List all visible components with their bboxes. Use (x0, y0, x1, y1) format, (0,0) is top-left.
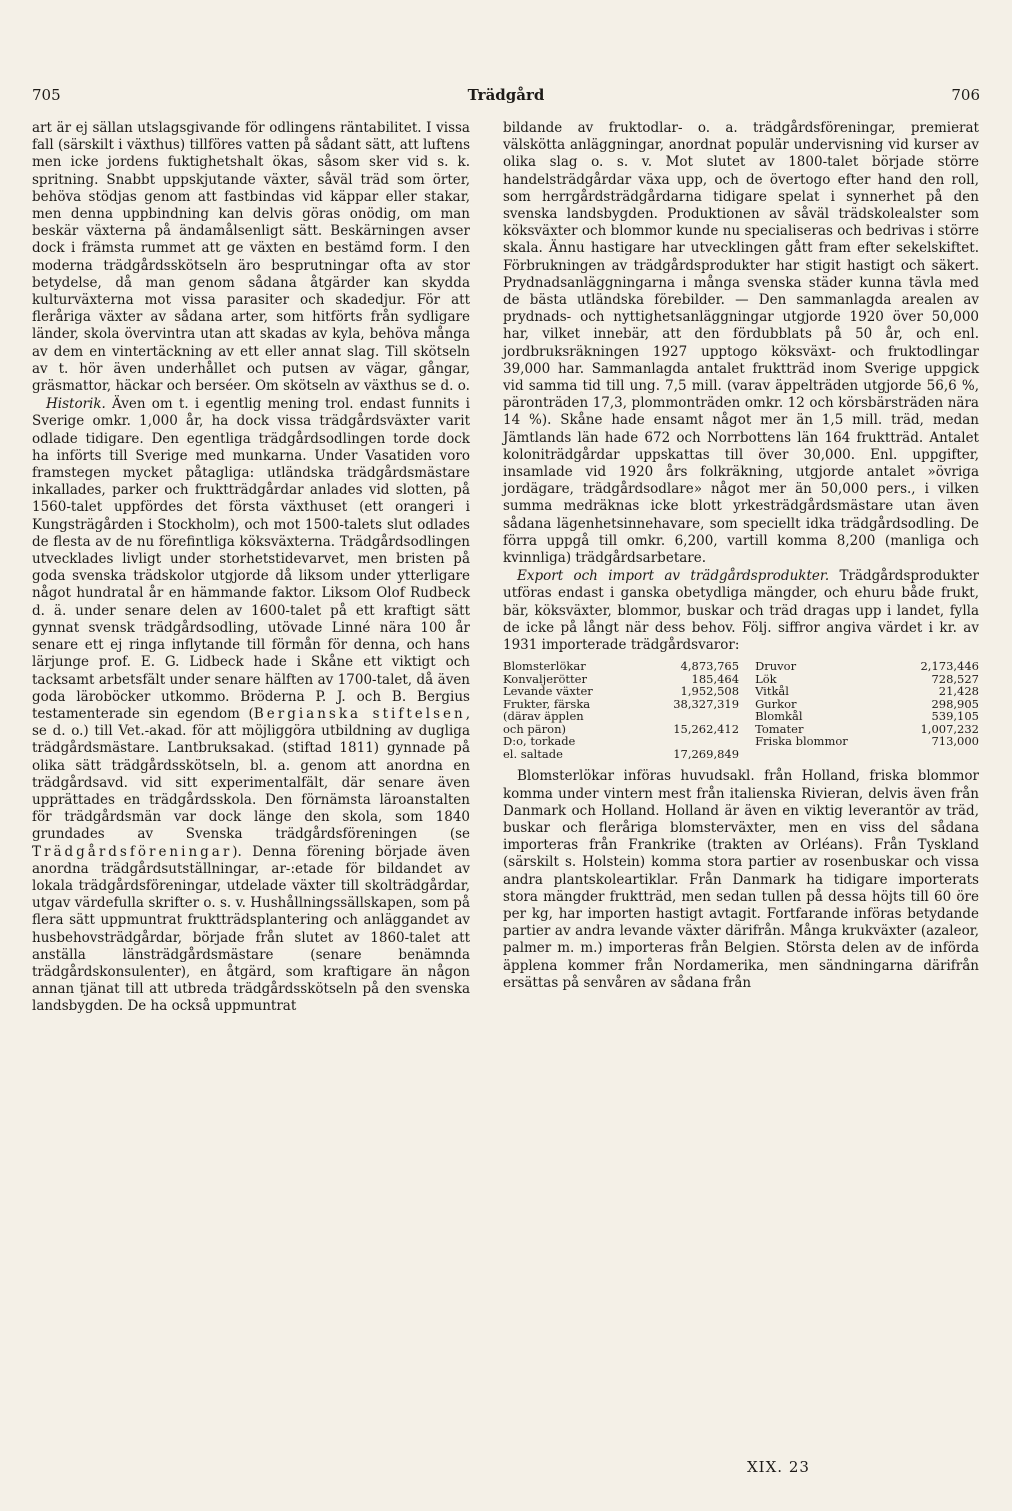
paragraph: Blomsterlökar införas huvudsakl. från Holland, friska blommor komma under vintern mest från italienska Rivieran, delvis även från Danmark och Holland. Holland är även en viktig leverantör av träd, buskar och fleråriga blomsterväxter, men en viss del sådana importeras från Frankrike (trakten av Orléans). Från Tyskland (särskilt s. Holstein) komma stora partier av rosenbuskar och vissa andra plantskoleartiklar. Från Danmark ha tidigare importerats stora mängder fruktträd, men sedan tullen på dessa höjts till 60 öre per kg, har importen hastigt avtagit. Fortfarande införas betydande partier av andra levande växter därifrån. Många krukväxter (azaleor, palmer m. m.) importeras från Belgien. Största delen av de införda äpplena kommer från Nordamerika, men sändningarna därifrån ersättas på senvåren av sådana från (503, 768, 979, 991)
table-cell-item: el. saltade (503, 746, 563, 761)
paragraph-text: ). Denna förening började även anordna trädgårdsutställningar, ar-:etade för bildandet av lokala trädgårdsföreningar, utdelade växter till skolträdgårdar, utgav värdefulla skrifter o. s. v. Hushållningssällskapen, som på flera sätt uppmuntrat fruktträdsplantering och anläggandet av husbehovsträdgårdar, började från slutet av 1860-talet att anställa länsträdgårdsmästare (senare benämnda trädgårdskonsulenter), en åtgärd, som kraftigare än någon annan tjänat till att utbreda trädgårdsskötseln på den svenska landsbygden. De ha också uppmuntrat (32, 843, 470, 1015)
paragraph-text: Även om t. i egentlig mening trol. endast funnits i Sverige omkr. 1,000 år, ha dock vissa trädgårdsväxter varit odlade tidigare. Den egentliga trädgårdsodlingen torde dock ha införts till Sverige med munkarna. Under Vasatiden voro framstegen mycket påtagliga: utländska trädgårdsmästare inkallades, parker och fruktträdgårdar anlades vid slotten, på 1560-talet uppfördes det första växthuset (ett orangeri i Kungsträgården i Stockholm), och mot 1500-talets slut odlades de flesta av de nu förefintliga köksväxterna. Trädgårdsodlingen utvecklades livligt under storhetstidevarvet, men bristen på goda svenska trädskolor utgjorde då liksom under ytterligare något hundratal år en hämmande faktor. Liksom Olof Rudbeck d. ä. under senare delen av 1600-talet på ett kraftigt sätt gynnat svensk trädgårdsodling, utövade Linné nära 100 år senare ett ej ringa inflytande till förmån för denna, och hans lärjunge prof. E. G. Lidbeck hade i Skåne ett viktigt och tacksamt arbetsfält under senare hälften av 1700-talet, då även goda läroböcker utkommo. Bröderna P. J. och B. Bergius testamenterade sin egendom ( (32, 396, 470, 722)
table-cell-item: Gurkor (755, 696, 797, 711)
table-row (503, 660, 979, 673)
table-cell-item: Druvor (755, 659, 797, 674)
table-cell-item: D:o, torkade (503, 734, 576, 749)
table-cell-item: (därav äpplen (503, 709, 584, 724)
table-cell-value (635, 735, 753, 748)
spaced-term: Trädgårdsföreningar (32, 843, 233, 860)
table-cell-value: 185,464 (691, 671, 740, 686)
table-cell-item: Friska blommor (755, 734, 848, 749)
table-cell-value: 2,173,446 (920, 659, 979, 674)
table-cell-value (893, 748, 979, 761)
table-cell-value: 713,000 (931, 734, 979, 749)
table-cell-value: 539,105 (931, 709, 979, 724)
table-cell-item: Blomsterlökar (503, 659, 586, 674)
table-cell-value: 1,952,508 (680, 684, 740, 699)
table-cell-value: 15,262,412 (673, 721, 740, 736)
right-column (503, 120, 979, 992)
running-title: Trädgård (467, 86, 545, 104)
table-cell-item (753, 748, 893, 761)
table-cell-item: Frukter, färska (503, 696, 591, 711)
table-row (503, 710, 979, 723)
table-cell-item: och päron) (503, 721, 566, 736)
paragraph-historik (32, 396, 470, 1015)
table-cell-value (635, 710, 753, 723)
table-cell-item: Vitkål (755, 684, 789, 699)
page-number-left: 705 (32, 86, 61, 104)
table-cell-item: Blomkål (755, 709, 803, 724)
table-cell-value: 298,905 (931, 696, 979, 711)
paragraph-text: Trädgårdsprodukter utföras endast i ganska obetydliga mängder, och ehuru både frukt, bär, köksväxter, blommor, buskar och träd dragas upp i landet, fylla de icke på långt när dess behov. Följ. siffror angiva värdet i kr. av 1931 importerade trädgårdsvaror: (503, 568, 979, 654)
table-cell-value: 728,527 (931, 671, 979, 686)
table-row (503, 748, 979, 761)
table-cell-item: Tomater (755, 721, 804, 736)
spaced-term: Bergianska stiftelsen (253, 705, 466, 722)
import-value-table (503, 660, 979, 760)
paragraph-text: , se d. o.) till Vet.-akad. för att möjliggöra utbildning av dugliga trädgårdsmästare. Lantbruksakad. (stiftad 1811) gynnade på olika sätt trädgårdsskötseln, bl. a. genom att anordna en trädgårdsavd. vid sitt experimentalfält, där senare även upprättades en trädgårdsskola. Den förnämsta läroanstalten för trädgårdsmän var dock länge den skola, som 1840 grundades av Svenska trädgårdsföreningen (se (32, 705, 470, 843)
table-cell-value: 17,269,849 (673, 746, 740, 761)
table-cell-item: Konvaljerötter (503, 671, 587, 686)
paragraph-export-import (503, 568, 979, 654)
page-header (32, 86, 980, 110)
signature-mark: XIX. 23 (747, 1458, 810, 1476)
paragraph: bildande av fruktodlar- o. a. trädgårdsföreningar, premierat välskötta anläggningar, anordnat populär undervisning vid kurser av olika slag o. s. v. Mot slutet av 1800-talet började större handelsträdgårdar växa upp, och de övertogo efter hand den roll, som herrgårdsträdgårdarna tidigare spelat i synnerhet på den svenska landsbygden. Produktionen av såväl trädskolealster som köksväxter och blommor kunde nu specialiseras och bedrivas i större skala. Ännu hastigare har utvecklingen gått fram efter sekelskiftet. Förbrukningen av trädgårdsprodukter har stigit hastigt och säkert. Prydnadsanläggningarna i många svenska städer kunna tävla med de bästa utländska förebilder. — Den sammanlagda arealen av prydnads- och nyttighetsanläggningar utgjorde 1920 över 50,000 har, vilket innebär, att den fördubblats på 50 år, och enl. jordbruksräkningen 1927 upptogo köksväxt- och fruktodlingar 39,000 har. Sammanlagda antalet fruktträd inom Sverige uppgick vid samma tid till ung. 7,5 mill. (varav äppelträden utgjorde 56,6 %, päronträden 17,3, plommonträden omkr. 12 och körsbärsträden nära 14 %). Skåne hade ensamt något mer än 1,5 mill. träd, medan Jämtlands län hade 672 och Norrbottens län 164 fruktträd. Antalet koloniträdgårdar uppskattas till över 30,000. Enl. uppgifter, insamlade vid 1920 års folkräkning, utgjorde antalet »övriga jordägare, trädgårdsodlare» något mer än 50,000 pers., i vilken summa medräknas icke blott yrkesträdgårdsmästare utan även sådana lägenhetsinnehavare, som speciellt idka trädgårdsodling. De förra uppgå till omkr. 6,200, vartill komma 8,200 (manliga och kvinnliga) trädgårdsarbetare. (503, 120, 979, 567)
table-cell-value: 38,327,319 (673, 696, 740, 711)
table-cell-value: 4,873,765 (680, 659, 740, 674)
table-row (503, 735, 979, 748)
table-cell-value: 1,007,232 (920, 721, 979, 736)
section-heading-export: Export och import av trädgårdsprodukter. (517, 568, 830, 585)
page-number-right: 706 (951, 86, 980, 104)
table-cell-item: Lök (755, 671, 777, 686)
table-cell-item: Levande växter (503, 684, 593, 699)
table-cell-value: 21,428 (938, 684, 979, 699)
paragraph: art är ej sällan utslagsgivande för odlingens räntabilitet. I vissa fall (särskilt i växthus) tillföres vatten på sådant sätt, att luftens men icke jordens fuktighetshalt ökas, såsom sker vid s. k. spritning. Snabbt uppskjutande växter, såväl träd som örter, behöva stödjas genom att fastbindas vid käppar eller stakar, men denna uppbindning kan delvis göras onödig, om man beskär växterna på ändamålsenligt sätt. Beskärningen avser dock i främsta rummet att ge växten en bestämd form. I den moderna trädgårdsskötseln äro besprutningar ofta av stor betydelse, då man genom sådana åtgärder kan skydda kulturväxterna mot vissa parasiter och skadedjur. För att fleråriga växter av sådana arter, som hitförts från sydligare länder, skola övervintra utan att skadas av kyla, behöva många av dem en vintertäckning av ett eller annat slag. Till skötseln av t. hör även underhållet och putsen av vägar, gångar, gräsmattor, häckar och berséer. Om skötseln av växthus se d. o. (32, 120, 470, 395)
table-row (503, 685, 979, 698)
left-column (32, 120, 470, 1016)
section-heading-historik: Historik. (46, 396, 106, 413)
